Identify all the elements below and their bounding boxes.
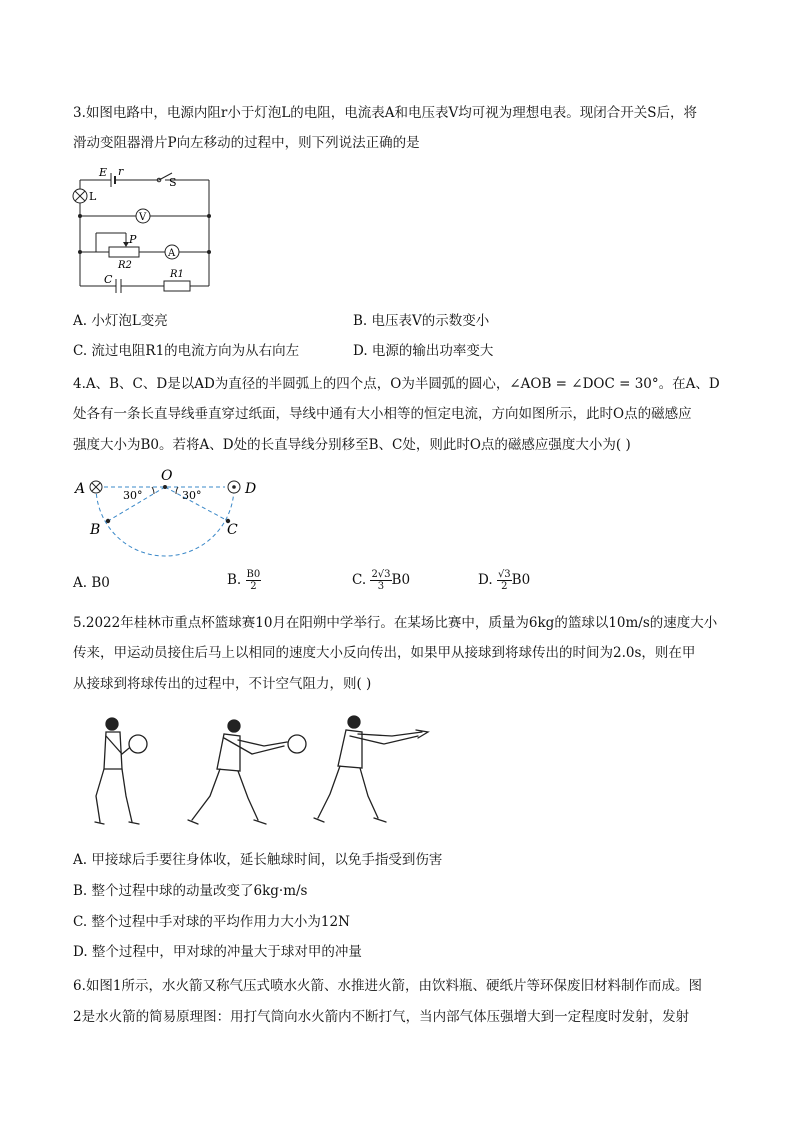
diagram-label-o: O: [161, 468, 173, 484]
q4-option-b: [227, 569, 261, 592]
circuit-label-a: A: [168, 248, 176, 259]
q5-stem-line1: 5.2022年桂林市重点杯篮球赛10月在阳朔中学举行。在某场比赛中，质量为6kg的篮球以10m/s的速度大小: [73, 615, 718, 631]
q4-option-d-suffix: B0: [511, 572, 531, 588]
q4-option-a: A. B0: [73, 575, 110, 591]
q4-option-c-num: 2√3: [371, 569, 391, 580]
q4-option-c-suffix: B0: [391, 572, 411, 588]
q4-option-c-fraction: [370, 569, 391, 592]
circuit-label-c: C: [104, 273, 113, 286]
diagram-angle-right: 30°: [182, 489, 202, 502]
q3-stem-line1: 3.如图电路中，电源内阻r小于灯泡L的电阻，电流表A和电压表V均可视为理想电表。现闭合开关S后，将: [73, 105, 698, 121]
q4-option-b-fraction: [246, 569, 262, 592]
q4-option-c-prefix: C.: [352, 572, 367, 588]
q4-semicircle-diagram: [72, 466, 272, 561]
circuit-label-p: P: [129, 233, 137, 246]
q5-option-c: C. 整个过程中手对球的平均作用力大小为12N: [73, 914, 350, 930]
circuit-label-s: S: [169, 176, 177, 189]
q5-option-a: A. 甲接球后手要往身体收，延长触球时间，以免手指受到伤害: [73, 852, 443, 868]
q3-circuit-diagram: [66, 162, 216, 302]
diagram-label-b: B: [90, 522, 101, 538]
q4-option-b-prefix: B.: [227, 572, 242, 588]
q4-option-d: [478, 569, 530, 592]
q3-stem-line2: 滑动变阻器滑片P向左移动的过程中，则下列说法正确的是: [73, 135, 420, 151]
q3-option-c: C. 流过电阻R1的电流方向为从右向左: [73, 343, 300, 359]
circuit-label-l: L: [89, 190, 97, 203]
q6-stem-line1: 6.如图1所示，水火箭又称气压式喷水火箭、水推进火箭，由饮料瓶、硬纸片等环保废旧材料制作而成。图: [73, 978, 702, 994]
q5-stem-line3: 从接球到将球传出的过程中，不计空气阻力，则( ): [73, 676, 372, 692]
q5-basketball-figure-illustration: [92, 714, 442, 834]
diagram-label-d: D: [245, 481, 257, 497]
q3-option-d: D. 电源的输出功率变大: [353, 343, 494, 359]
q3-option-a: A. 小灯泡L变亮: [73, 313, 168, 329]
q3-option-b: B. 电压表V的示数变小: [353, 313, 490, 329]
diagram-label-c: C: [227, 522, 238, 538]
q4-option-d-den: 2: [501, 581, 508, 592]
q4-option-c-den: 3: [377, 581, 385, 592]
q4-option-d-fraction: [497, 569, 512, 592]
diagram-angle-left: 30°: [123, 489, 143, 502]
q4-stem-line3: 强度大小为B0。若将A、D处的长直导线分别移至B、C处，则此时O点的磁感应强度大小为( ): [73, 437, 631, 453]
q4-option-b-den: 2: [250, 581, 257, 592]
circuit-label-r: r: [118, 165, 124, 178]
circuit-label-e: E: [99, 166, 108, 179]
q4-option-d-num: √3: [497, 569, 511, 580]
q5-option-b: B. 整个过程中球的动量改变了6kg·m/s: [73, 883, 308, 899]
q4-option-c: [352, 569, 410, 592]
circuit-label-r2: R2: [118, 260, 132, 271]
q4-stem-line1: 4.A、B、C、D是以AD为直径的半圆弧上的四个点，O为半圆弧的圆心，∠AOB = ∠DOC = 30°。在A、D: [73, 376, 720, 392]
q6-stem-line2: 2是水火箭的简易原理图：用打气筒向水火箭内不断打气，当内部气体压强增大到一定程度时发射，发射: [73, 1009, 690, 1025]
q4-option-b-num: B0: [246, 569, 261, 580]
q4-stem-line2: 处各有一条长直导线垂直穿过纸面，导线中通有大小相等的恒定电流，方向如图所示，此时O点的磁感应: [73, 406, 692, 422]
q5-stem-line2: 传来，甲运动员接住后马上以相同的速度大小反向传出，如果甲从接球到将球传出的时间为2.0s，则在甲: [73, 645, 696, 661]
q5-option-d: D. 整个过程中，甲对球的冲量大于球对甲的冲量: [73, 944, 362, 960]
circuit-label-r1: R1: [170, 269, 184, 280]
q4-option-d-prefix: D.: [478, 572, 493, 588]
circuit-label-v: V: [139, 212, 147, 223]
diagram-label-a: A: [75, 481, 86, 497]
